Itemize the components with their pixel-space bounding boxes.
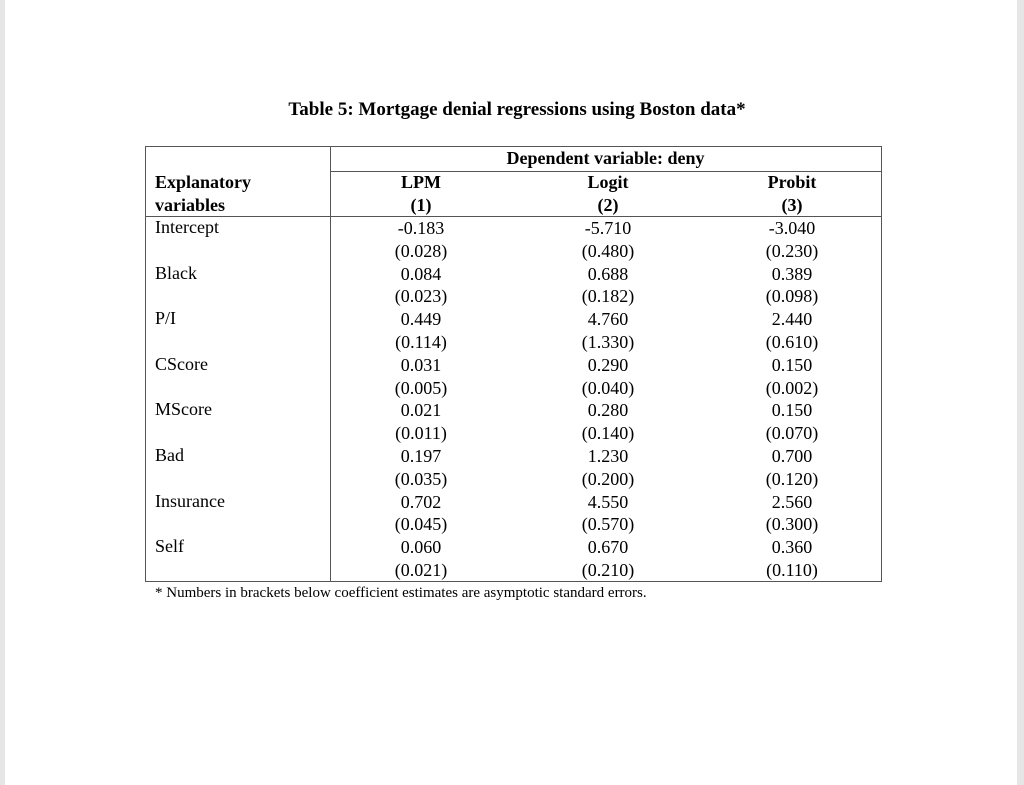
row-label: Bad <box>155 445 184 465</box>
standard-error-lpm: (0.114) <box>395 331 447 352</box>
coefficient-logit: 0.280 <box>587 400 629 421</box>
standard-error-lpm: (0.011) <box>395 423 447 444</box>
standard-error-lpm: (0.023) <box>394 286 448 307</box>
column-header-probit: Probit <box>767 172 817 192</box>
standard-error-probit: (0.120) <box>765 468 819 489</box>
row-label: P/I <box>155 308 177 329</box>
column-number-probit: (3) <box>781 195 803 215</box>
standard-error-probit: (0.230) <box>765 240 819 261</box>
row-label: CScore <box>155 353 208 374</box>
column-header-logit: Logit <box>587 172 629 192</box>
standard-error-logit: (0.182) <box>581 286 635 307</box>
coefficient-lpm: -0.183 <box>397 218 445 238</box>
standard-error-lpm: (0.035) <box>394 468 448 489</box>
row-label: MScore <box>155 399 212 420</box>
coefficient-probit: 0.360 <box>771 537 813 558</box>
coefficient-probit: 2.560 <box>771 491 813 512</box>
column-number-lpm: (1) <box>410 195 432 215</box>
standard-error-lpm: (0.028) <box>394 240 448 261</box>
row-label: Black <box>155 262 197 283</box>
standard-error-lpm: (0.021) <box>394 559 448 580</box>
coefficient-probit: 0.150 <box>771 400 813 421</box>
row-label: Insurance <box>155 490 225 511</box>
standard-error-probit: (0.098) <box>765 286 819 307</box>
coefficient-lpm: 0.449 <box>400 309 442 330</box>
coefficient-logit: 1.230 <box>587 446 629 466</box>
explanatory-header-line2: variables <box>155 195 225 215</box>
document-page <box>5 0 1017 785</box>
coefficient-probit: 0.150 <box>771 354 813 375</box>
standard-error-probit: (0.070) <box>765 423 819 444</box>
coefficient-lpm: 0.702 <box>400 491 442 512</box>
standard-error-logit: (0.140) <box>581 423 635 444</box>
standard-error-logit: (0.210) <box>581 559 635 580</box>
standard-error-probit: (0.002) <box>765 377 819 398</box>
coefficient-logit: 0.688 <box>587 263 629 284</box>
coefficient-logit: -5.710 <box>584 218 632 238</box>
regression-table <box>145 146 882 582</box>
coefficient-lpm: 0.060 <box>400 537 442 558</box>
coefficient-probit: -3.040 <box>768 218 816 238</box>
standard-error-logit: (1.330) <box>581 331 635 352</box>
coefficient-logit: 0.290 <box>587 354 629 375</box>
standard-error-lpm: (0.045) <box>394 514 448 535</box>
row-label: Intercept <box>155 217 219 237</box>
standard-error-logit: (0.200) <box>581 468 635 489</box>
table-title <box>5 99 1017 121</box>
table-footnote: * Numbers in brackets below coefficient estimates are asymptotic standard errors. <box>155 585 647 601</box>
coefficient-probit: 0.389 <box>771 263 813 284</box>
explanatory-header-line1: Explanatory <box>155 172 252 192</box>
standard-error-probit: (0.110) <box>766 559 818 580</box>
column-header-lpm: LPM <box>401 172 441 192</box>
coefficient-lpm: 0.084 <box>400 263 442 284</box>
coefficient-probit: 0.700 <box>771 446 813 466</box>
table-divider-vertical <box>330 147 331 581</box>
coefficient-logit: 4.550 <box>587 491 629 512</box>
coefficient-lpm: 0.031 <box>400 354 442 375</box>
standard-error-lpm: (0.005) <box>394 377 448 398</box>
coefficient-probit: 2.440 <box>771 309 813 330</box>
coefficient-logit: 0.670 <box>587 537 629 558</box>
table-title-text: Table 5: Mortgage denial regressions using Boston data* <box>288 99 746 120</box>
coefficient-lpm: 0.197 <box>400 446 442 466</box>
coefficient-lpm: 0.021 <box>400 400 442 421</box>
column-number-logit: (2) <box>597 195 619 215</box>
standard-error-logit: (0.040) <box>581 377 635 398</box>
standard-error-logit: (0.570) <box>581 514 635 535</box>
standard-error-logit: (0.480) <box>581 240 635 261</box>
row-label: Self <box>155 536 184 557</box>
standard-error-probit: (0.300) <box>765 514 819 535</box>
dependent-variable-header: Dependent variable: deny <box>506 148 705 168</box>
coefficient-logit: 4.760 <box>587 309 629 330</box>
standard-error-probit: (0.610) <box>765 331 819 352</box>
